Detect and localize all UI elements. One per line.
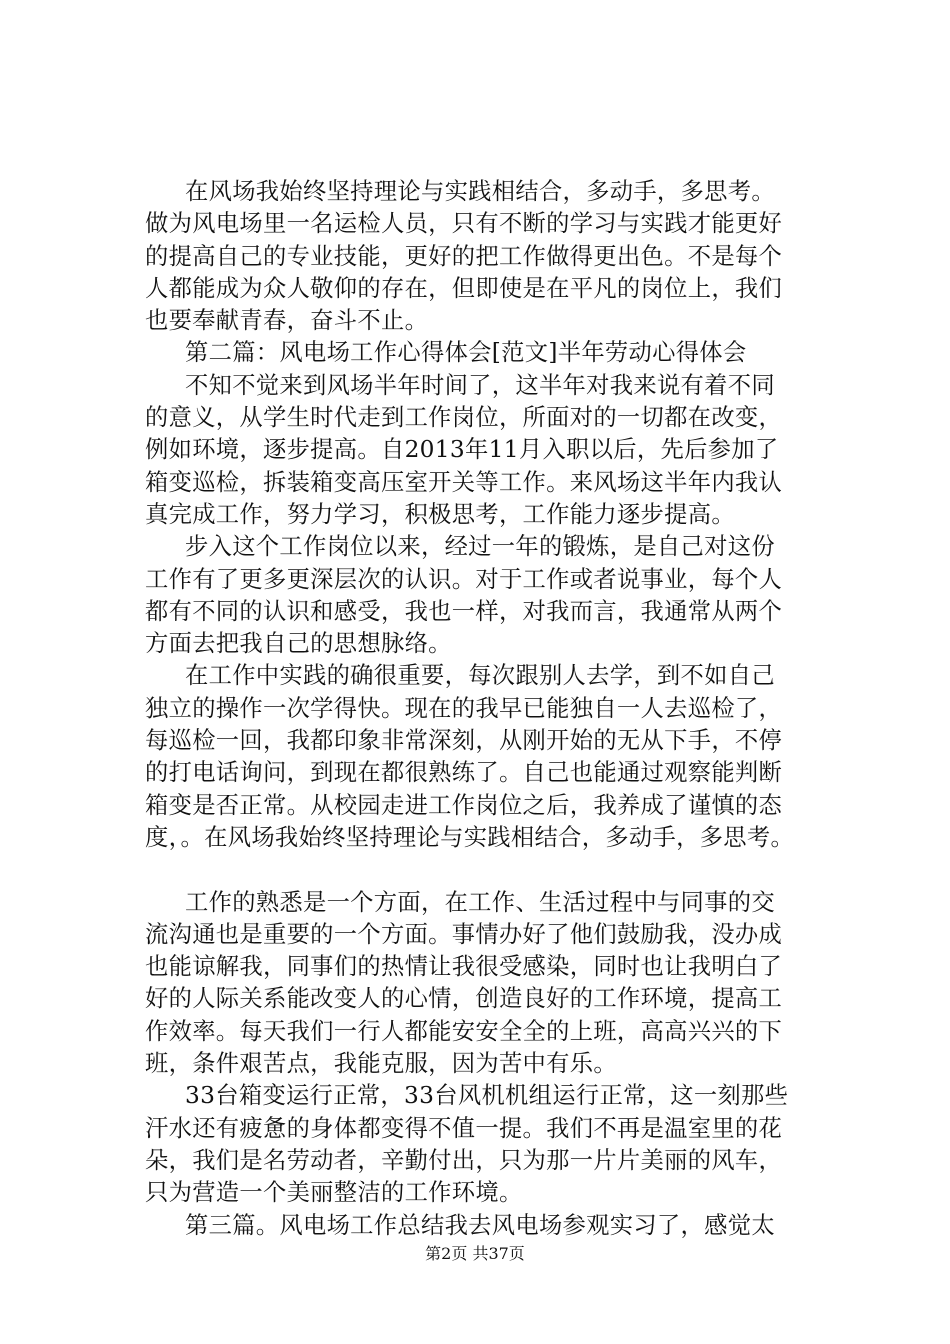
text-line: 方面去把我自己的思想脉络。: [145, 630, 452, 658]
text-line: 班，条件艰苦点，我能克服，因为苦中有乐。: [145, 1050, 617, 1078]
text-line: 步入这个工作岗位以来，经过一年的锻炼，是自己对这份: [185, 533, 775, 561]
document-body: [145, 176, 845, 1242]
text-line: 流沟通也是重要的一个方面。事情办好了他们鼓励我，没办成: [145, 920, 783, 948]
text-line: 作效率。每天我们一行人都能安安全全的上班，高高兴兴的下: [145, 1017, 783, 1045]
text-line: 都有不同的认识和感受，我也一样，对我而言，我通常从两个: [145, 597, 783, 625]
text-line: 人都能成为众人敬仰的存在，但即使是在平凡的岗位上，我们: [145, 274, 783, 302]
text-line: 例如环境，逐步提高。自2013年11月入职以后，先后参加了: [145, 436, 779, 464]
text-line: 33台箱变运行正常，33台风机机组运行正常，这一刻那些: [185, 1082, 789, 1110]
text-line: 第二篇：风电场工作心得体会[范文]半年劳动心得体会: [185, 339, 747, 367]
text-line: 独立的操作一次学得快。现在的我早已能独自一人去巡检了，: [145, 694, 783, 722]
text-line: 汗水还有疲惫的身体都变得不值一提。我们不再是温室里的花: [145, 1114, 783, 1142]
text-line: 的打电话询问，到现在都很熟练了。自己也能通过观察能判断: [145, 759, 783, 787]
text-line: 每巡检一回，我都印象非常深刻，从刚开始的无从下手，不停: [145, 727, 783, 755]
text-line: 在风场我始终坚持理论与实践相结合，多动手，多思考。: [185, 178, 775, 205]
text-line: 的提高自己的专业技能，更好的把工作做得更出色。不是每个: [145, 242, 783, 270]
text-line: 箱变是否正常。从校园走进工作岗位之后，我养成了谨慎的态: [145, 791, 783, 819]
text-line: 好的人际关系能改变人的心情，创造良好的工作环境，提高工: [145, 985, 783, 1013]
text-line: 朵，我们是名劳动者，辛勤付出，只为那一片片美丽的风车，: [145, 1146, 783, 1174]
blank-line: [145, 854, 845, 886]
text-line: 工作的熟悉是一个方面，在工作、生活过程中与同事的交: [185, 888, 775, 916]
text-line: 工作有了更多更深层次的认识。对于工作或者说事业，每个人: [145, 565, 783, 593]
text-line: 也能谅解我，同事们的热情让我很受感染，同时也让我明白了: [145, 953, 783, 981]
text-line: 做为风电场里一名运检人员，只有不断的学习与实践才能更好: [145, 210, 783, 238]
text-line: 真完成工作，努力学习，积极思考，工作能力逐步提高。: [145, 500, 735, 528]
text-line: 只为营造一个美丽整洁的工作环境。: [145, 1179, 523, 1207]
text-line: 第三篇。风电场工作总结我去风电场参观实习了，感觉太: [185, 1211, 775, 1239]
text-line: 在工作中实践的确很重要，每次跟别人去学，到不如自己: [185, 662, 775, 690]
text-line: 也要奉献青春，奋斗不止。: [145, 307, 429, 335]
text-line: 的意义，从学生时代走到工作岗位，所面对的一切都在改变，: [145, 404, 783, 432]
text-line: 不知不觉来到风场半年时间了，这半年对我来说有着不同: [185, 371, 775, 399]
page-footer: 第2页 共37页: [425, 1244, 525, 1263]
text-line: 度，。在风场我始终坚持理论与实践相结合，多动手，多思考。: [145, 823, 795, 851]
text-line: 箱变巡检，拆装箱变高压室开关等工作。来风场这半年内我认: [145, 468, 783, 496]
